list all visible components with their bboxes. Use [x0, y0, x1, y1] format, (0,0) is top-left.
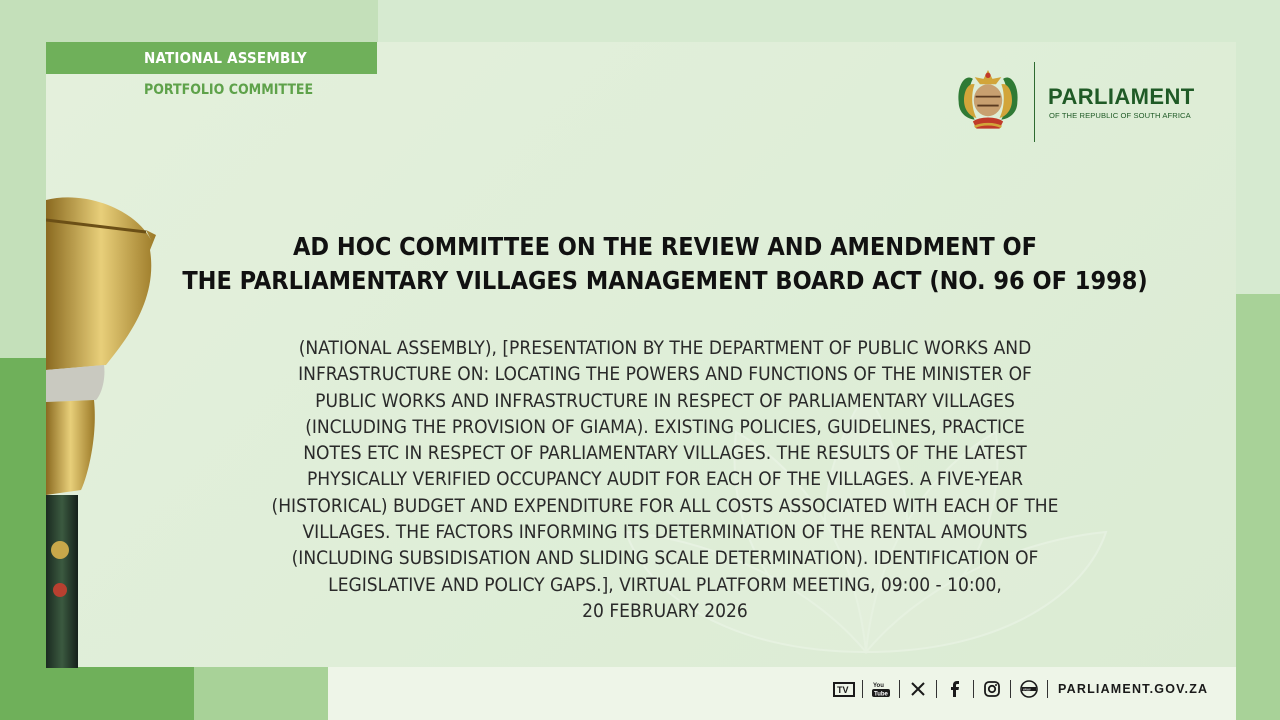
body-line: LEGISLATIVE AND POLICY GAPS.], VIRTUAL PLATFORM MEETING, 09:00 - 10:00, — [328, 573, 1002, 596]
body-line: INFRASTRUCTURE ON: LOCATING THE POWERS AND FUNCTIONS OF THE MINISTER OF — [298, 363, 1032, 386]
tv-icon[interactable] — [833, 679, 855, 699]
title-line-2: THE PARLIAMENTARY VILLAGES MANAGEMENT BOARD ACT (NO. 96 OF 1998) — [182, 266, 1148, 295]
separator — [973, 680, 974, 698]
bg-bottom-a — [46, 667, 194, 720]
bg-top-band — [46, 0, 378, 42]
separator — [1010, 680, 1011, 698]
body-line: PUBLIC WORKS AND INFRASTRUCTURE IN RESPECT OF PARLIAMENTARY VILLAGES — [315, 389, 1015, 412]
body-line: 20 FEBRUARY 2026 — [582, 599, 748, 622]
youtube-icon[interactable] — [870, 679, 892, 699]
footer-social — [828, 676, 1208, 702]
meeting-description — [240, 335, 1090, 624]
committee-type-label: PORTFOLIO COMMITTEE — [144, 82, 314, 98]
body-line: PHYSICALLY VERIFIED OCCUPANCY AUDIT FOR EACH OF THE VILLAGES. A FIVE-YEAR — [306, 468, 1024, 491]
separator — [1047, 680, 1048, 698]
separator — [936, 680, 937, 698]
bg-bottom-b — [194, 667, 328, 720]
bg-right-mid — [1236, 294, 1280, 720]
svg-text:You: You — [873, 683, 884, 689]
web-icon[interactable] — [1018, 679, 1040, 699]
logo-subtitle: OF THE REPUBLIC OF SOUTH AFRICA — [1049, 111, 1191, 120]
logo-divider — [1034, 62, 1035, 142]
parliament-coat-of-arms-icon — [948, 62, 1028, 142]
body-line: (NATIONAL ASSEMBLY), [PRESENTATION BY THE DEPARTMENT OF PUBLIC WORKS AND — [298, 337, 1032, 359]
bg-right-top — [1236, 42, 1280, 294]
instagram-icon[interactable] — [981, 679, 1003, 699]
logo-title: PARLIAMENT — [1048, 84, 1195, 109]
house-label: NATIONAL ASSEMBLY — [46, 42, 377, 74]
body-line: (INCLUDING SUBSIDISATION AND SLIDING SCALE DETERMINATION). IDENTIFICATION OF — [291, 547, 1039, 570]
body-line: VILLAGES. THE FACTORS INFORMING ITS DETERMINATION OF THE RENTAL AMOUNTS — [302, 521, 1028, 544]
separator — [899, 680, 900, 698]
title-line-1: AD HOC COMMITTEE ON THE REVIEW AND AMENDMENT OF — [293, 232, 1037, 261]
x-icon[interactable] — [907, 679, 929, 699]
svg-text:TV: TV — [837, 685, 849, 695]
body-line: NOTES ETC IN RESPECT OF PARLIAMENTARY VILLAGES. THE RESULTS OF THE LATEST — [303, 442, 1027, 465]
facebook-icon[interactable] — [944, 679, 966, 699]
body-line: (HISTORICAL) BUDGET AND EXPENDITURE FOR ALL COSTS ASSOCIATED WITH EACH OF THE — [271, 494, 1059, 517]
body-line: (INCLUDING THE PROVISION OF GIAMA). EXISTING POLICIES, GUIDELINES, PRACTICE — [305, 415, 1025, 438]
committee-title — [120, 230, 1210, 298]
bg-top-right — [378, 0, 1280, 42]
bg-left-mid — [0, 358, 46, 720]
svg-text:www: www — [1023, 687, 1031, 692]
svg-text:Tube: Tube — [874, 691, 888, 698]
website-link[interactable]: PARLIAMENT.GOV.ZA — [1058, 682, 1209, 696]
bg-left-top — [0, 0, 46, 358]
separator — [862, 680, 863, 698]
